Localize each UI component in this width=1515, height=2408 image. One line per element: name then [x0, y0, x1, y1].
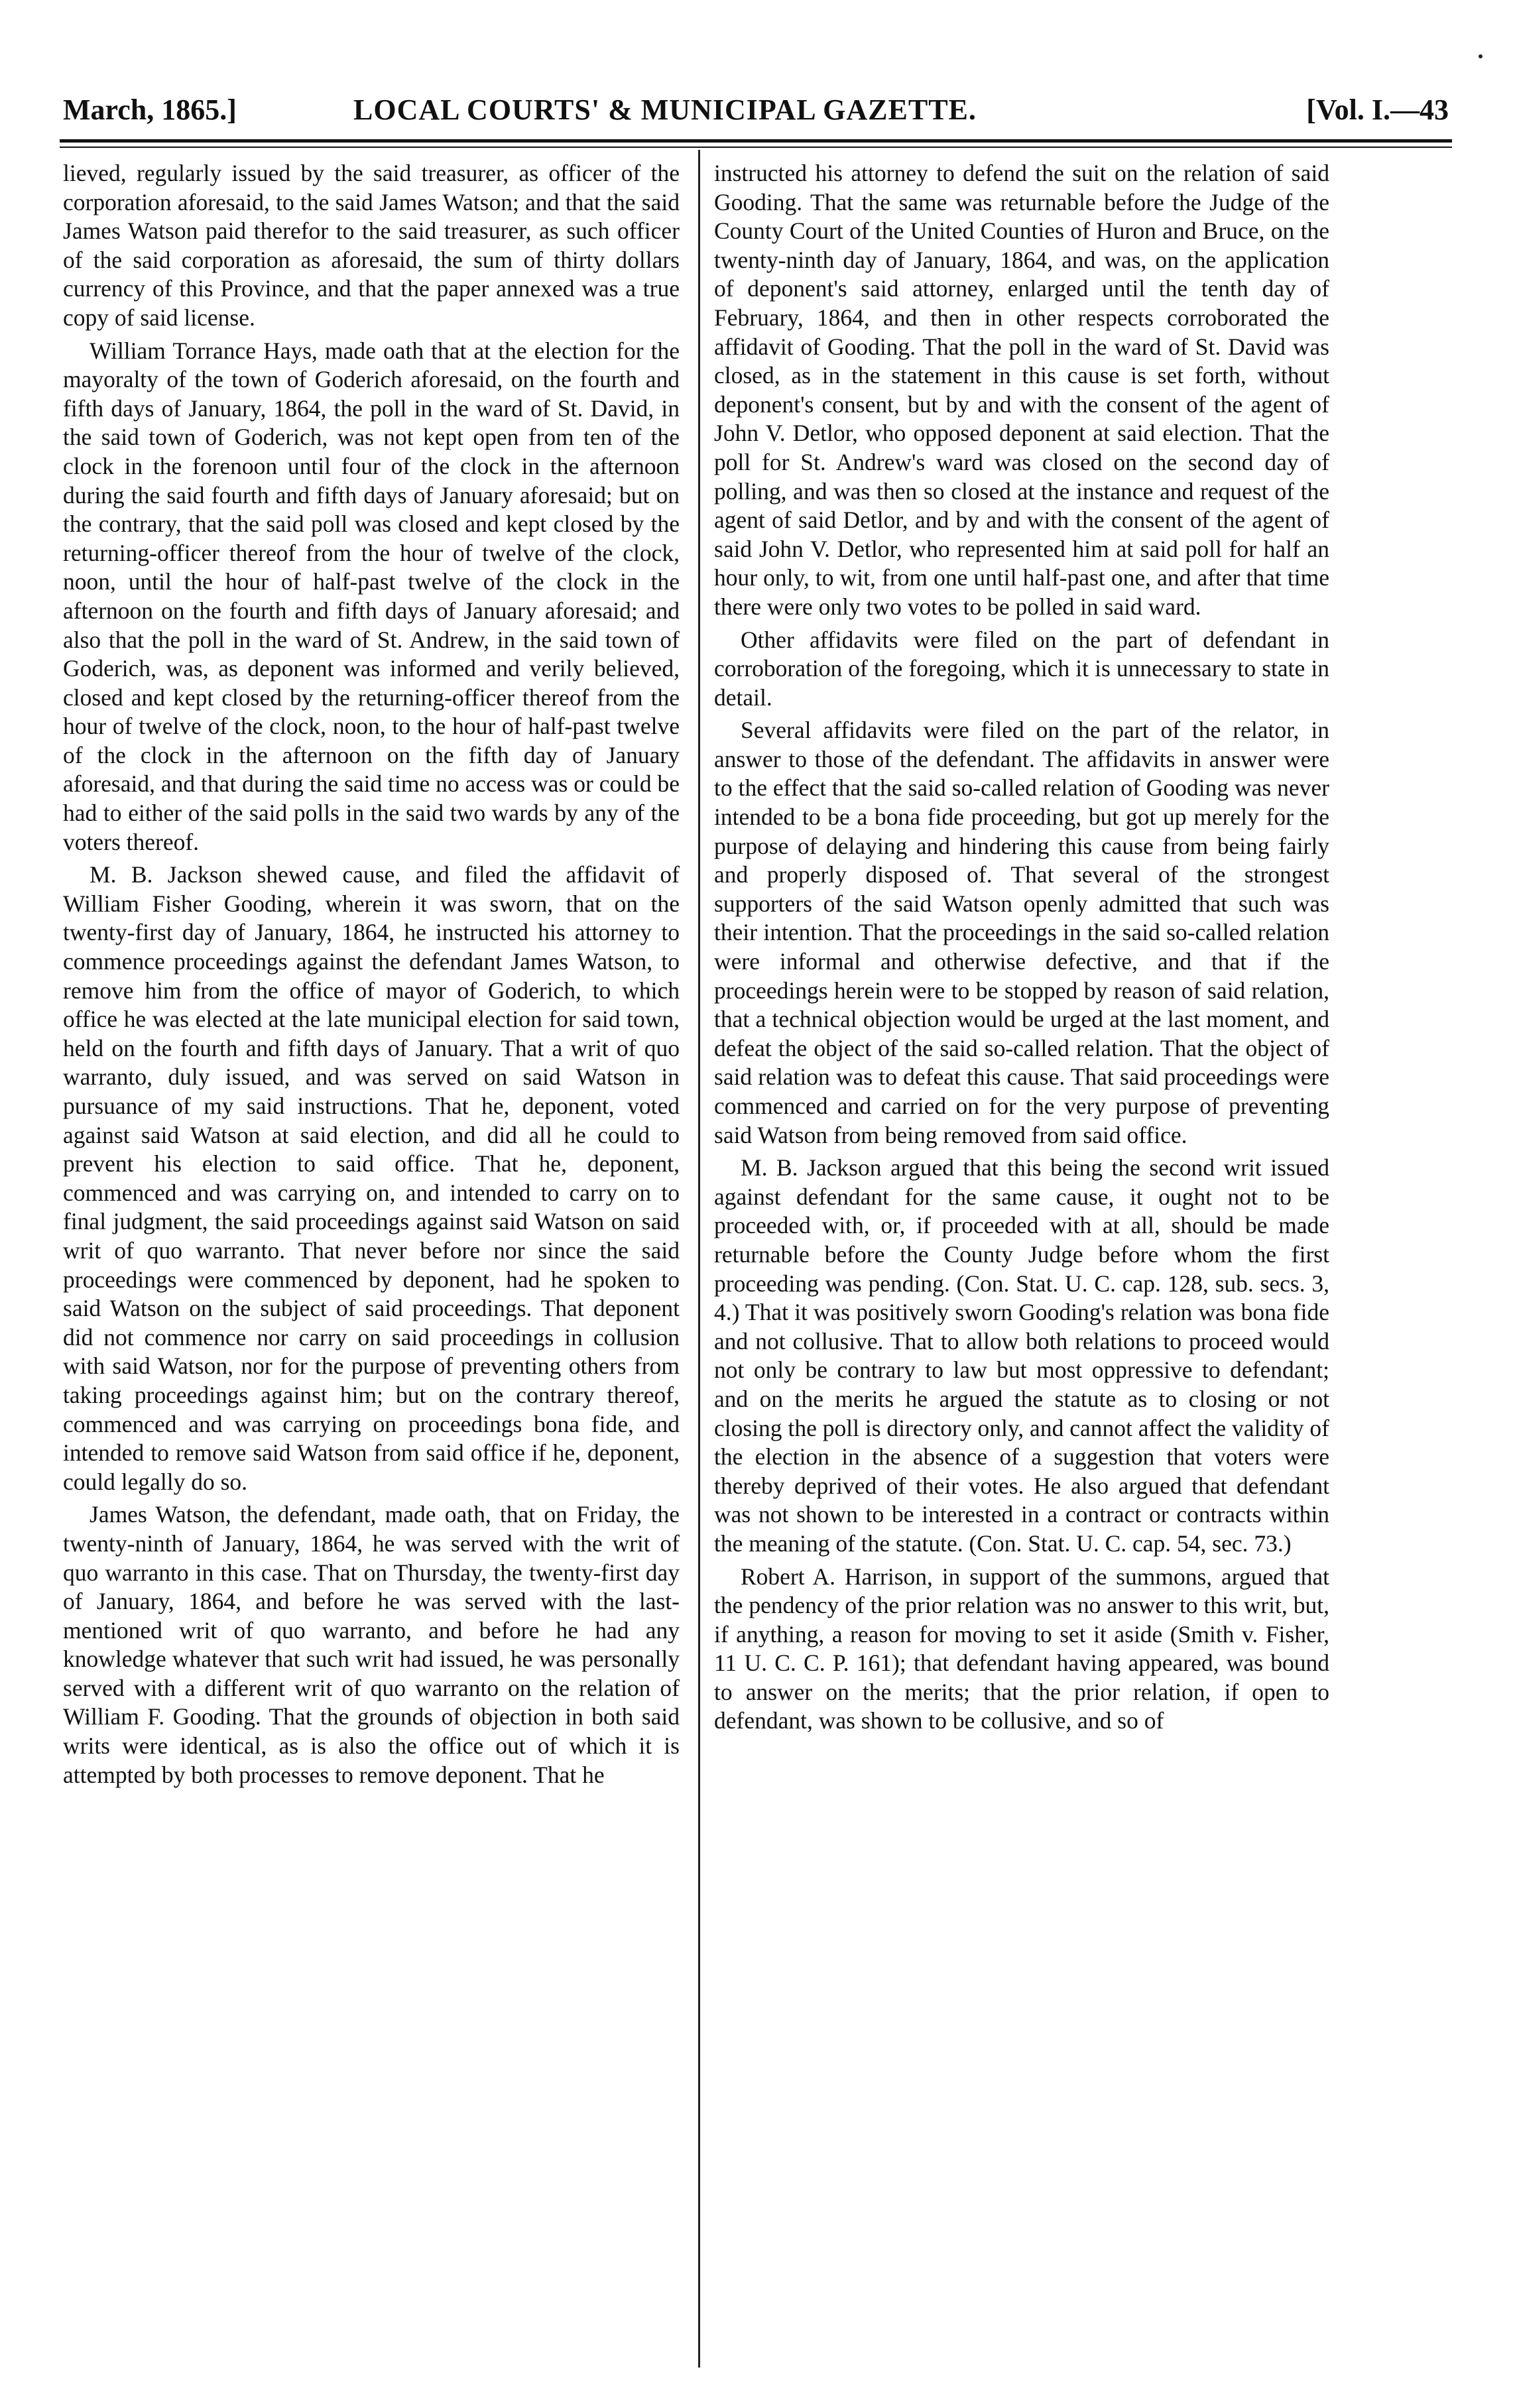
paragraph: M. B. Jackson shewed cause, and filed the affidavit of William Fisher Gooding, wherein it was sworn, that on the twenty-first day of January, 1864, he instructed his attorney to commence proceedings against the defendant James Watson, to remove him from the office of mayor of Goderich, to which office he was elected at the late municipal election for said town, held on the fourth and fifth days of January. That a writ of quo warranto, duly issued, and was served on said Watson in pursuance of my said instructions. That he, deponent, voted against said Watson at said election, and did all he could to prevent his election to said office. That he, deponent, commenced and was carrying on, and intended to carry on to final judgment, the said proceedings against said Watson on said writ of quo warranto. That never before nor since the said proceedings were commenced by deponent, had he spoken to said Watson on the subject of said proceedings. That deponent did not commence nor carry on said proceedings in collusion with said Watson, nor for the purpose of preventing others from taking proceedings against him; but on the contrary thereof, commenced and was carrying on proceedings bona fide, and intended to remove said Watson from said office if he, deponent, could legally do so. [63, 861, 680, 1495]
header-date: March, 1865.] [63, 93, 237, 126]
paragraph: Several affidavits were filed on the part of the relator, in answer to those of the defendant. The affidavits in answer were to the effect that the said so-called relation of Gooding was never intended to be a bona fide proceeding, but got up merely for the purpose of delaying and hindering this cause from being fairly and properly disposed of. That several of the strongest supporters of the said Watson openly admitted that such was their intention. That the proceedings in the said so-called relation were informal and otherwise defective, and that if the proceedings herein were to be stopped by reason of said relation, that a technical objection would be urged at the last moment, and defeat the object of the said so-called relation. That the object of said relation was to defeat this cause. That said proceedings were commenced and carried on for the very purpose of preventing said Watson from being removed from said office. [714, 717, 1329, 1148]
paragraph: Robert A. Harrison, in support of the summons, argued that the pendency of the prior relation was no answer to this writ, but, if anything, a reason for moving to set it aside (Smith v. Fisher, 11 U. C. C. P. 161); that defendant having appeared, was bound to answer on the merits; that the prior relation, if open to defendant, was shown to be collusive, and so of [714, 1563, 1329, 1734]
paragraph: instructed his attorney to defend the suit on the relation of said Gooding. That the same was returnable before the Judge of the County Court of the United Counties of Huron and Bruce, on the twenty-ninth day of January, 1864, and was, on the application of deponent's said attorney, enlarged until the tenth day of February, 1864, and then in other respects corroborated the affidavit of Gooding. That the poll in the ward of St. David was closed, as in the statement in this cause is set forth, without deponent's consent, but by and with the consent of the agent of John V. Detlor, who opposed deponent at said election. That the poll for St. Andrew's ward was closed on the second day of polling, and was then so closed at the instance and request of the agent of said Detlor, and by and with the consent of the agent of said John V. Detlor, who represented him at said poll for half an hour only, to wit, from one until half-past one, and after that time there were only two votes to be polled in said ward. [714, 160, 1329, 620]
paragraph: M. B. Jackson argued that this being the second writ issued against defendant for the same cause, it ought not to be proceeded with, or, if proceeded with at all, should be made returnable before the County Judge before whom the first proceeding was pending. (Con. Stat. U. C. cap. 128, sub. secs. 3, 4.) That it was positively sworn Gooding's relation was bona fide and not collusive. That to allow both relations to proceed would not only be contrary to law but most oppressive to defendant; and on the merits he argued the statute as to closing or not closing the poll is directory only, and cannot affect the validity of the election in the absence of a suggestion that voters were thereby deprived of their votes. He also argued that defendant was not shown to be interested in a contract or contracts within the meaning of the statute. (Con. Stat. U. C. cap. 54, sec. 73.) [714, 1154, 1329, 1557]
paragraph: James Watson, the defendant, made oath, that on Friday, the twenty-ninth of January, 1864, he was served with the writ of quo warranto in this case. That on Thursday, the twenty-first day of January, 1864, and before he was served with the last-mentioned writ of quo warranto, and before he had any knowledge whatever that such writ had issued, he was personally served with a different writ of quo warranto on the relation of William F. Gooding. That the grounds of objection in both said writs were identical, as is also the office out of which it is attempted by both processes to remove deponent. That he [63, 1501, 680, 1788]
paragraph: Other affidavits were filed on the part of defendant in corroboration of the foregoing, which it is unnecessary to state in detail. [714, 626, 1329, 711]
paragraph: William Torrance Hays, made oath that at the election for the mayoralty of the town of Goderich aforesaid, on the fourth and fifth days of January, 1864, the poll in the ward of St. David, in the said town of Goderich, was not kept open from ten of the clock in the forenoon until four of the clock in the afternoon during the said fourth and fifth days of January aforesaid; but on the contrary, that the said poll was closed and kept closed by the returning-officer thereof from the hour of twelve of the clock, noon, until the hour of half-past twelve of the clock in the afternoon on the fourth and fifth days of January aforesaid; and also that the poll in the ward of St. Andrew, in the said town of Goderich, was, as deponent was informed and verily believed, closed and kept closed by the returning-officer thereof from the hour of twelve of the clock, noon, to the hour of half-past twelve of the clock in the afternoon on the fifth day of January aforesaid, and that during the said time no access was or could be had to either of the said polls in the said two wards by any of the voters thereof. [63, 337, 680, 855]
right-column [714, 159, 1329, 1736]
header-title: LOCAL COURTS' & MUNICIPAL GAZETTE. [353, 93, 977, 126]
paragraph: lieved, regularly issued by the said treasurer, as officer of the corporation aforesaid, to the said James Watson; and that the said James Watson paid therefor to the said treasurer, as such officer of the said corporation as aforesaid, the sum of thirty dollars currency of this Province, and that the paper annexed was a true copy of said license. [63, 160, 680, 331]
header-rule-thin [60, 147, 1452, 148]
speck-mark [1479, 54, 1483, 58]
column-divider [698, 150, 700, 2368]
header-rule-thick [60, 139, 1452, 143]
header-volume: [Vol. I.—43 [1306, 93, 1449, 126]
left-column [63, 159, 680, 1789]
running-header [63, 93, 1449, 139]
